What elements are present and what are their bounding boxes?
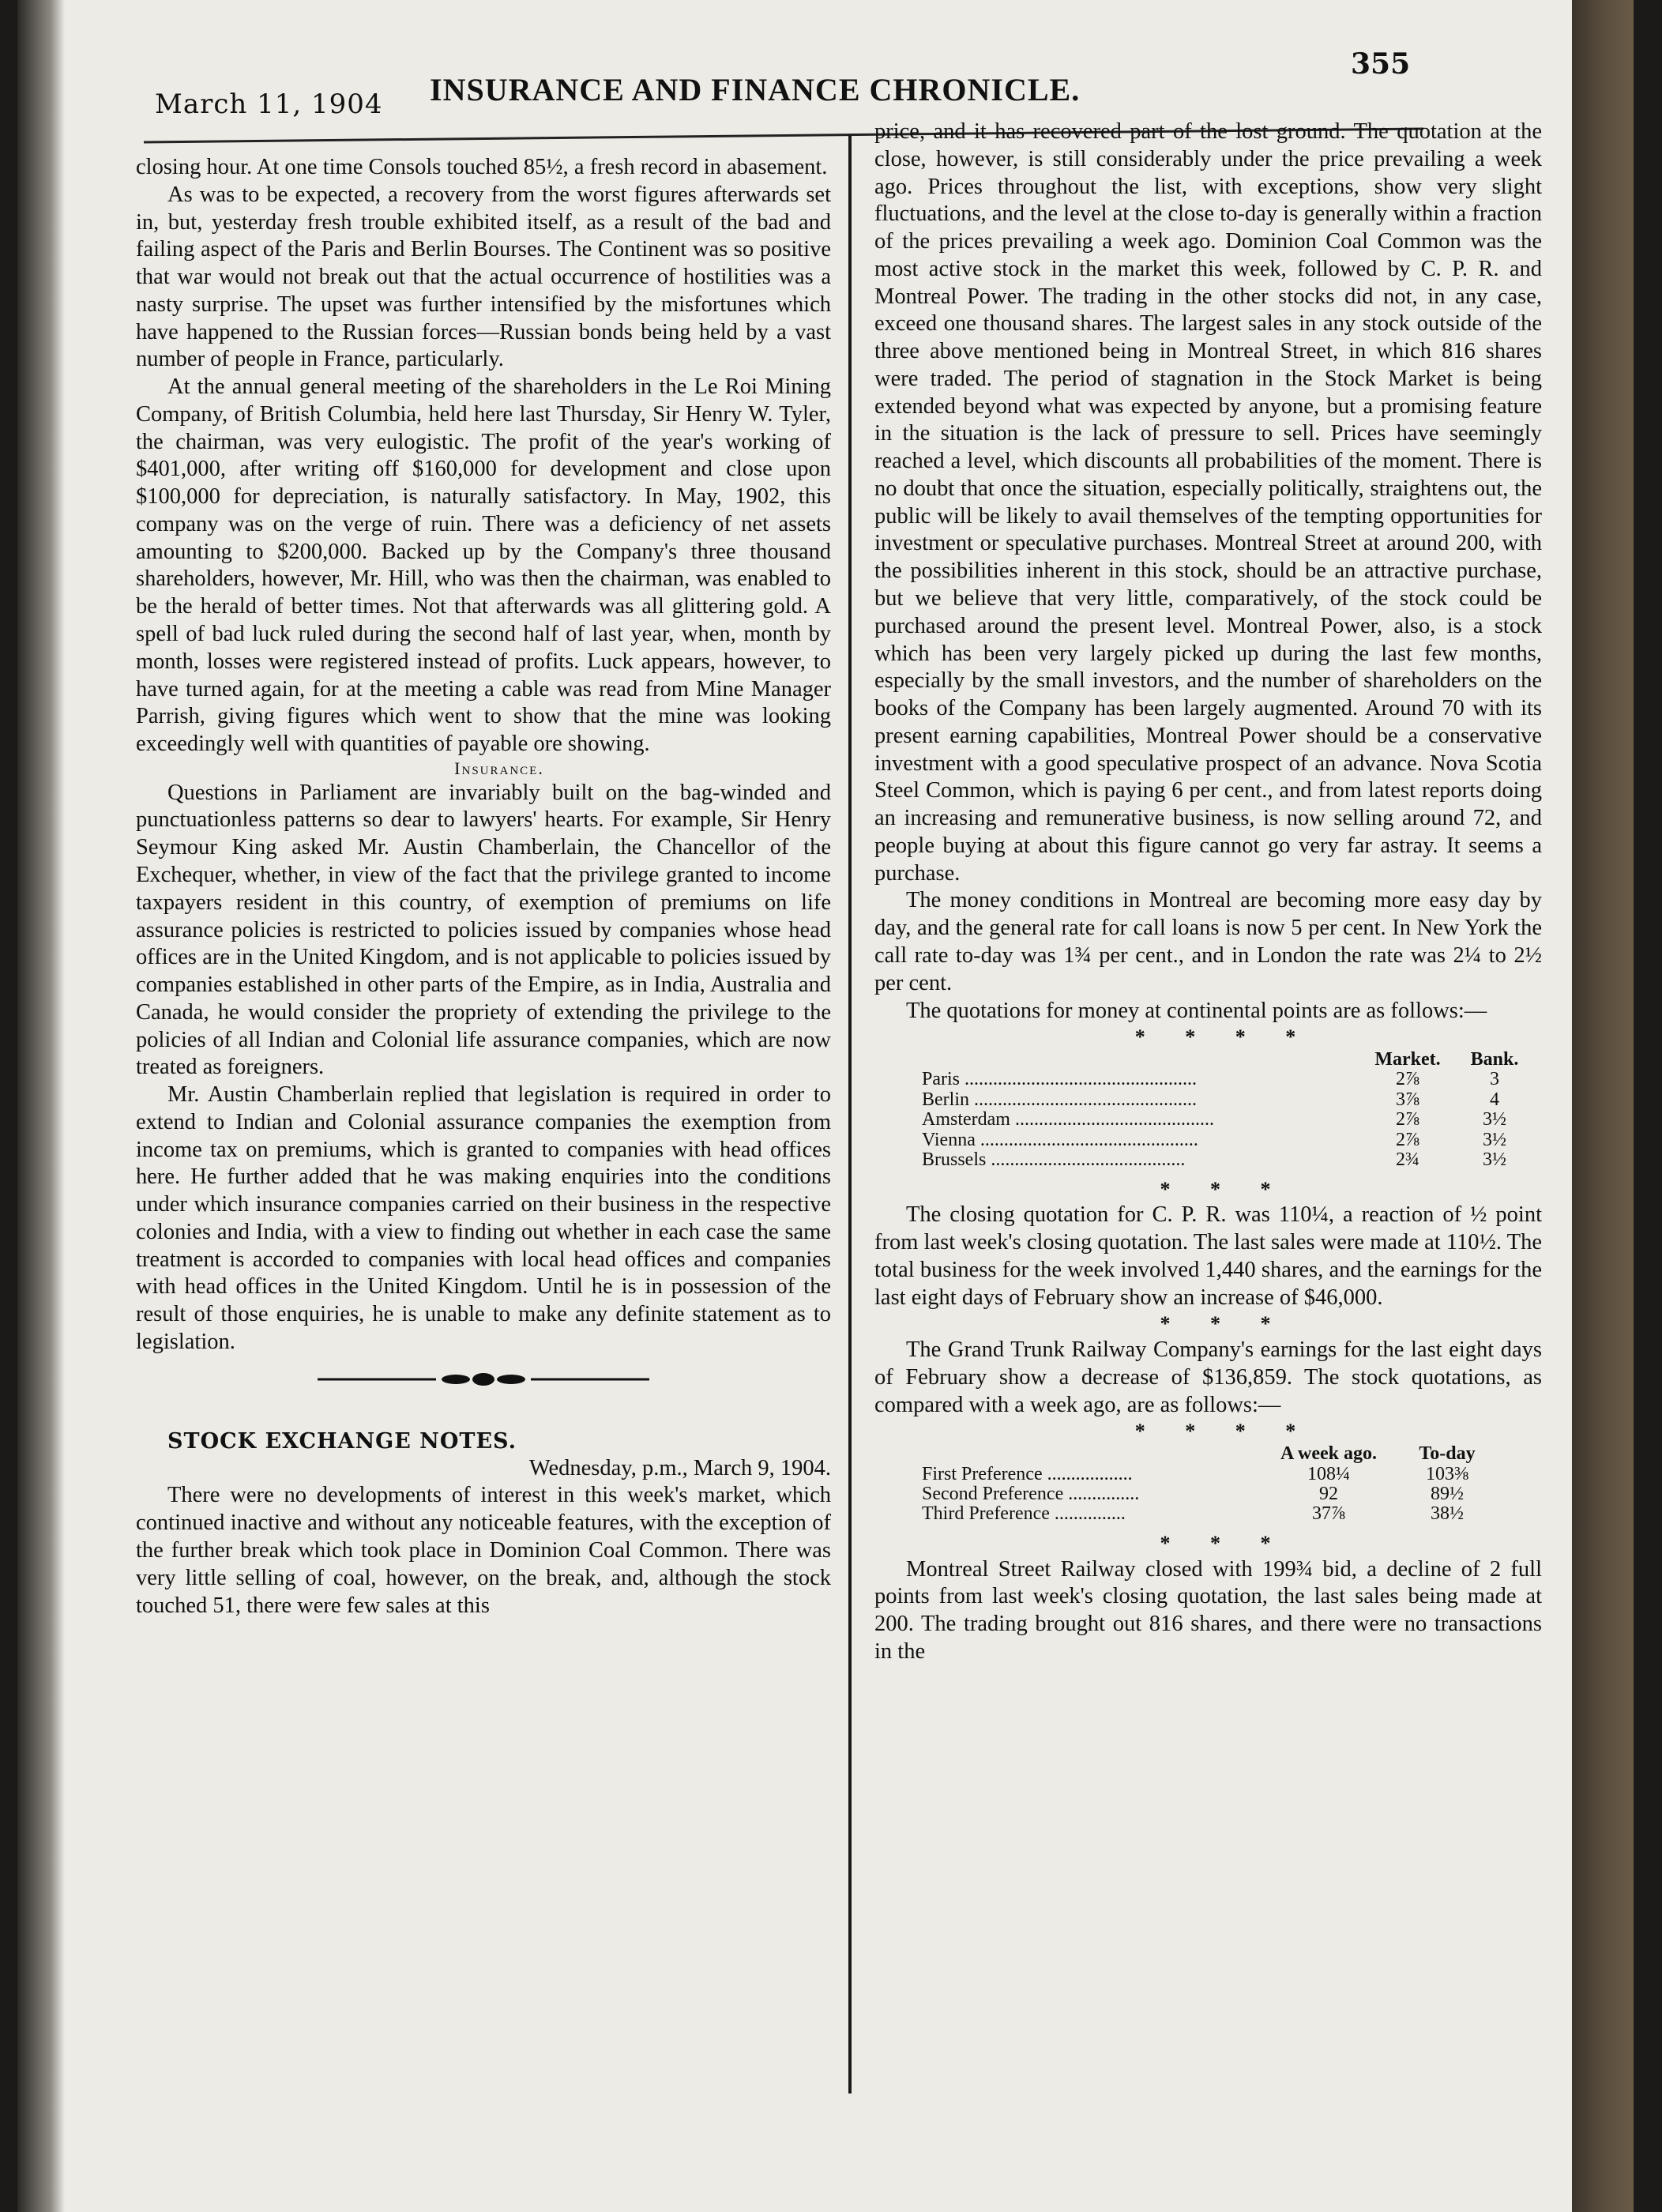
- table-row: [922, 1090, 1542, 1110]
- bank-rate: 3½: [1483, 1129, 1506, 1150]
- section-heading-stock-exchange: STOCK EXCHANGE NOTES.: [167, 1428, 517, 1454]
- table-row: [922, 1504, 1542, 1524]
- table-row: [922, 1130, 1542, 1150]
- newspaper-page: [17, 0, 1634, 2212]
- price-today: 89½: [1431, 1484, 1464, 1504]
- paragraph: As was to be expected, a recovery from the worst figures afterwards set in, but, yesterday fresh trouble exhibited itself, as a result of the bad and failing aspect of the Paris and Berlin Bourses. The Continent was so positive that war would not break out that the actual occurrence of hostilities was a nasty surprise. The upset was further intensified by the misfortunes which have happened to the Russian forces—Russian bonds being held by a vast number of people in France, particularly.: [136, 182, 831, 372]
- city-label: Berlin ...............................................: [922, 1089, 1197, 1110]
- grand-trunk-table: [922, 1444, 1542, 1525]
- section-heading-insurance: Insurance.: [454, 758, 544, 778]
- asterism: * * * *: [1134, 1420, 1314, 1443]
- asterism: * * * *: [1134, 1025, 1314, 1049]
- paragraph: There were no developments of interest in this week's market, which continued inactive and without any noticeable features, with the exception of the further break which took place in Dominion Coal Common. There was very little selling of coal, however, on the break, and, although the stock touched 51, there were few sales at this: [136, 1483, 831, 1618]
- paragraph: The money conditions in Montreal are becoming more easy day by day, and the general rate for call loans is now 5 per cent. In New York the call rate to-day was 1¾ per cent., and in London the rate was 2¼ to 2½ per cent.: [874, 888, 1542, 995]
- city-label: Paris .................................................: [922, 1070, 1197, 1090]
- price-today: 103⅜: [1426, 1463, 1468, 1484]
- column-header-today: To-day: [1419, 1443, 1476, 1465]
- stock-label: Second Preference ...............: [922, 1484, 1140, 1504]
- left-page-edge: [17, 0, 65, 2212]
- paragraph: closing hour. At one time Consols touched 85½, a fresh record in abasement.: [136, 155, 828, 179]
- city-label: Amsterdam ..........................................: [922, 1110, 1214, 1130]
- page-number: 355: [1351, 47, 1411, 81]
- stock-label: Third Preference ...............: [922, 1504, 1126, 1525]
- paragraph: Mr. Austin Chamberlain replied that legislation is required in order to extend to Indian and Colonial assurance companies the exemption from income tax on premiums, which is granted to companies with head offices here. He further added that he was making enquiries into the conditions under which insurance companies carried on their business in the respective colonies and India, with a view to finding out whether in each case the same treatment is accorded to companies with local head offices and companies with head offices in the United Kingdom. Until he is in possession of the result of those enquiries, he is unable to make any definite statement as to legislation.: [136, 1082, 831, 1354]
- column-header-bank: Bank.: [1470, 1048, 1519, 1070]
- market-rate: 2⅞: [1396, 1109, 1419, 1130]
- page-header: [136, 44, 1411, 120]
- bank-rate: 4: [1490, 1089, 1499, 1110]
- bank-rate: 3: [1490, 1069, 1499, 1090]
- table-row: [922, 1465, 1542, 1484]
- price-week-ago: 108¼: [1307, 1463, 1350, 1484]
- paragraph: The closing quotation for C. P. R. was 110¼, a reaction of ½ point from last week's closing quotation. The last sales were made at 110½. The total business for the week involved 1,440 shares, and the earnings for the last eight days of February show an increase of $46,000.: [874, 1202, 1542, 1310]
- table-row: [922, 1150, 1542, 1170]
- table-row: [922, 1070, 1542, 1089]
- dateline: Wednesday, p.m., March 9, 1904.: [528, 1455, 831, 1480]
- price-week-ago: 92: [1319, 1484, 1338, 1504]
- book-spine-edge: [1572, 0, 1634, 2212]
- market-rate: 3⅞: [1396, 1089, 1419, 1110]
- bank-rate: 3½: [1483, 1149, 1506, 1171]
- bank-rate: 3½: [1483, 1109, 1506, 1130]
- stock-label: First Preference ..................: [922, 1464, 1133, 1484]
- column-header-market: Market.: [1374, 1048, 1441, 1070]
- paragraph: At the annual general meeting of the shareholders in the Le Roi Mining Company, of British Columbia, held here last Thursday, Sir Henry W. Tyler, the chairman, was very eulogistic. The profit of the year's working of $401,000, after writing off $160,000 for development and close upon $100,000 for depreciation, is naturally satisfactory. In May, 1902, this company was on the verge of ruin. There was a deficiency of net assets amounting to $200,000. Backed up by the Company's three thousand shareholders, however, Mr. Hill, who was then the chairman, was enabled to be the herald of better times. Not that afterwards was all glittering gold. A spell of bad luck ruled during the second half of last year, when, month by month, losses were registered instead of profits. Luck appears, however, to have turned again, for at the meeting a cable was read from Mine Manager Parrish, giving figures which went to show that the mine was looking exceedingly well with quantities of payable ore showing.: [136, 374, 831, 757]
- market-rate: 2⅞: [1396, 1129, 1419, 1150]
- paragraph: price, and it has recovered part of the lost ground. The quotation at the close, however, is still considerably under the price prevailing a week ago. Prices throughout the list, with exceptions, show very slight fluctuations, and the level at the close to-day is generally within a fraction of the prices prevailing a week ago. Dominion Coal Common was the most active stock in the market this week, followed by C. P. R. and Montreal Power. The trading in the other stocks did not, in any case, exceed one thousand shares. The largest sales in any stock outside of the three above mentioned being in Montreal Street, in which 816 shares were traded. The period of stagnation in the Stock Market is being extended beyond what was expected by anyone, but a promising feature in the situation is the lack of pressure to sell. Prices have seemingly reached a level, which discounts all probabilities of the moment. There is no doubt that once the situation, especially politically, straightens out, the public will be likely to avail themselves of the tempting opportunities for investment or speculative purchases. Montreal Street at around 200, with the possibilities inherent in this stock, should be an attractive purchase, but we believe that very little, comparatively, of the stock could be purchased around the present level. Montreal Power, also, is a stock which has been very largely picked up during the last few months, especially by the small investors, and the number of shareholders on the books of the Company has been largely augmented. Around 70 with its present earning capabilities, Montreal Power should be a conservative investment with a good speculative prospect of an advance. Nova Scotia Steel Common, which is paying 6 per cent., and from latest reports doing an increasing and remunerative business, is now selling around 72, and people buying at about this figure cannot go very far astray. It seems a purchase.: [874, 119, 1542, 886]
- price-today: 38½: [1431, 1503, 1464, 1525]
- price-week-ago: 37⅞: [1312, 1503, 1345, 1525]
- paragraph: Questions in Parliament are invariably built on the bag-winded and punctuationless patterns so dear to lawyers' hearts. For example, Sir Henry Seymour King asked Mr. Austin Chamberlain, the Chancellor of the Exchequer, whether, in view of the fact that the privilege granted to income taxpayers resident in this country, of exemption of premiums on life assurance policies is restricted to policies issued by companies whose head offices are in the United Kingdom, and is not applicable to policies issued by companies established in other parts of the Empire, as in India, Australia and Canada, he would consider the propriety of extending the privilege to the policies of all Indian and Colonial life assurance companies, which are now treated as foreigners.: [136, 780, 831, 1080]
- market-rate: 2¾: [1396, 1149, 1419, 1171]
- market-rate: 2⅞: [1396, 1069, 1419, 1090]
- left-column: [136, 154, 831, 1620]
- table-row: [922, 1110, 1542, 1130]
- column-header-week-ago: A week ago.: [1280, 1443, 1377, 1465]
- city-label: Brussels .........................................: [922, 1150, 1186, 1171]
- paragraph: The quotations for money at continental points are as follows:—: [906, 998, 1487, 1023]
- city-label: Vienna ..............................................: [922, 1130, 1198, 1150]
- header-title: INSURANCE AND FINANCE CHRONICLE.: [430, 72, 1081, 107]
- header-date: March 11, 1904: [155, 88, 383, 120]
- table-row: [922, 1484, 1542, 1504]
- asterism: * * *: [1160, 1177, 1288, 1201]
- money-rates-table: [922, 1050, 1542, 1171]
- asterism: * * *: [1160, 1531, 1288, 1555]
- column-divider: [848, 134, 852, 2094]
- paragraph: The Grand Trunk Railway Company's earnings for the last eight days of February show a decrease of $136,859. The stock quotations, as compared with a week ago, are as follows:—: [874, 1337, 1542, 1417]
- asterism: * * *: [1160, 1312, 1288, 1336]
- right-column: [874, 118, 1542, 1666]
- ornament-divider: [318, 1369, 649, 1390]
- paragraph: Montreal Street Railway closed with 199¾ bid, a decline of 2 full points from last week's closing quotation, the last sales being made at 200. The trading brought out 816 shares, and there were no transactions in the: [874, 1556, 1542, 1664]
